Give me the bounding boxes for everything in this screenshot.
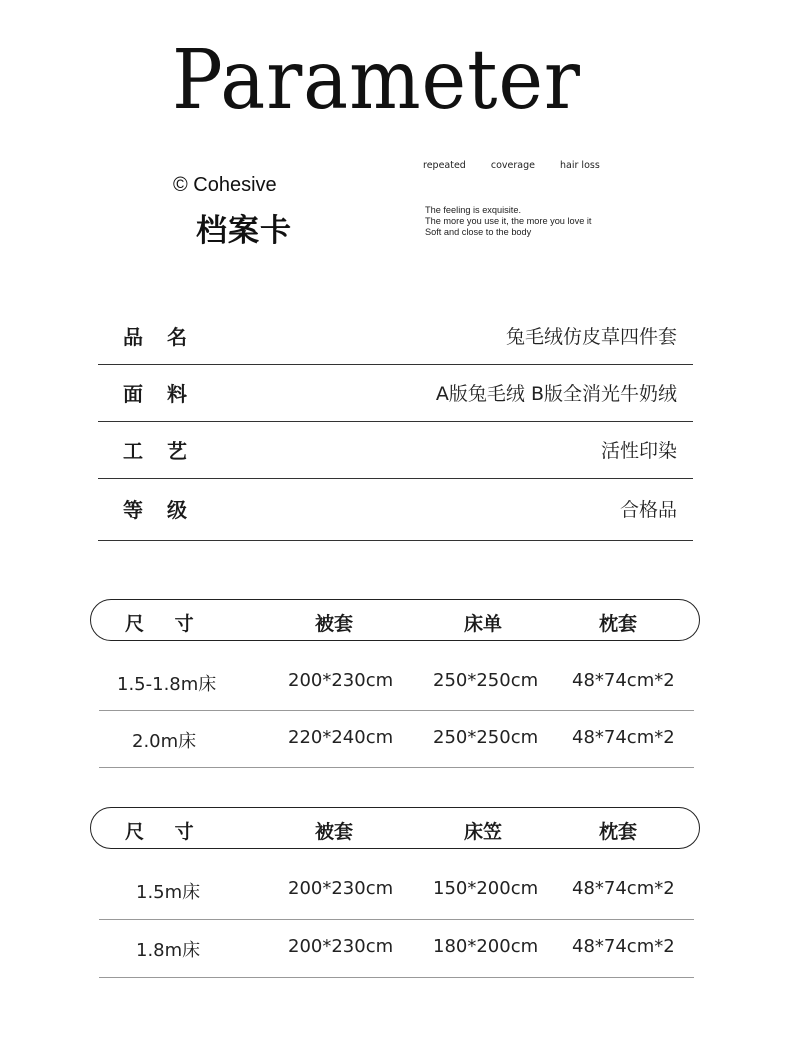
table-row	[99, 654, 694, 711]
header-cell: 床笠	[464, 821, 503, 843]
table-cell: 48*74cm*2	[572, 878, 675, 899]
param-row-process	[98, 421, 693, 479]
header-cell: 枕套	[599, 613, 638, 635]
table-cell: 48*74cm*2	[572, 727, 675, 748]
slogan-line: Soft and close to the body	[425, 227, 532, 237]
table-cell: 48*74cm*2	[572, 670, 675, 691]
header-cell: 枕套	[599, 821, 638, 843]
param-key: 面料	[123, 382, 211, 406]
table-cell: 2.0m床	[132, 731, 197, 752]
tag-item: repeated	[423, 160, 466, 171]
table-row	[99, 862, 694, 920]
table-row	[99, 711, 694, 768]
param-row-name	[98, 307, 693, 365]
table-cell: 250*250cm	[433, 727, 539, 748]
tag-item: coverage	[490, 160, 535, 171]
param-value: 活性印染	[600, 440, 677, 462]
table-cell: 200*230cm	[288, 936, 394, 957]
table-cell: 48*74cm*2	[572, 936, 675, 957]
card-label: 档案卡	[196, 213, 292, 249]
header-cell: 尺 寸	[125, 613, 206, 635]
param-value: 合格品	[619, 499, 677, 521]
table-cell: 220*240cm	[288, 727, 394, 748]
param-value: 兔毛绒仿皮草四件套	[505, 326, 677, 348]
param-row-fabric	[98, 364, 693, 422]
slogan	[425, 205, 591, 238]
slogan-line: The more you use it, the more you love it	[425, 216, 592, 226]
param-key: 等级	[123, 498, 211, 522]
brand-name: © Cohesive	[173, 174, 277, 196]
header-cell: 床单	[464, 613, 503, 635]
page-title: Parameter	[172, 33, 581, 128]
table-cell: 200*230cm	[288, 670, 394, 691]
header-cell: 尺 寸	[125, 821, 206, 843]
param-row-grade	[98, 480, 693, 541]
param-key: 工艺	[123, 439, 211, 463]
table-cell: 250*250cm	[433, 670, 539, 691]
table-row	[99, 920, 694, 978]
table-cell: 200*230cm	[288, 878, 394, 899]
param-value: A版兔毛绒 B版全消光牛奶绒	[435, 383, 677, 405]
size-table-header	[90, 807, 700, 849]
param-key: 品名	[123, 325, 211, 349]
header-cell: 被套	[315, 821, 354, 843]
slogan-line: The feeling is exquisite.	[425, 205, 522, 215]
tag-list	[423, 160, 622, 171]
tag-item: hair loss	[560, 160, 600, 171]
table-cell: 1.5-1.8m床	[117, 674, 217, 695]
table-cell: 150*200cm	[433, 878, 539, 899]
header-cell: 被套	[315, 613, 354, 635]
size-table-header	[90, 599, 700, 641]
table-cell: 1.8m床	[136, 940, 201, 961]
table-cell: 180*200cm	[433, 936, 539, 957]
table-cell: 1.5m床	[136, 882, 201, 903]
